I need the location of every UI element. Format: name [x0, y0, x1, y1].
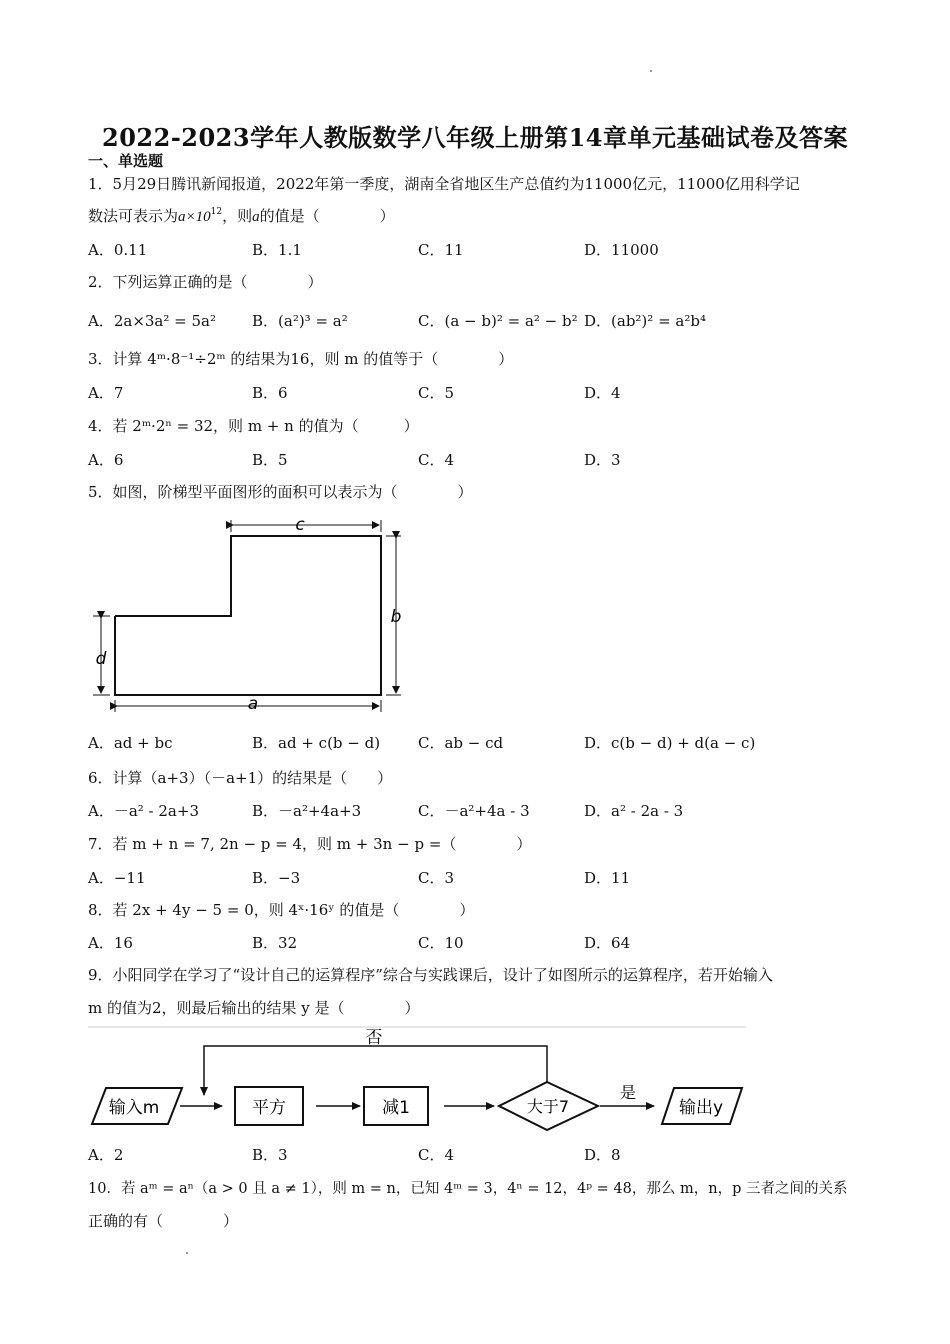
q5-stem: 5．如图，阶梯型平面图形的面积可以表示为（ ） — [88, 483, 473, 501]
q2-option-c: C．(a − b)² = a² − b² — [418, 312, 578, 330]
flow-input-label: 输入m — [108, 1098, 160, 1118]
q1-option-a: A．0.11 — [88, 241, 148, 259]
q6-stem: 6．计算（a+3）（－a+1）的结果是（ ） — [88, 769, 393, 787]
q3-option-a: A．7 — [88, 384, 124, 402]
flow-output-label: 输出y — [678, 1098, 724, 1118]
scan-dot — [186, 1252, 188, 1254]
q6-option-a: A．－a² - 2a+3 — [88, 802, 199, 820]
q1-text-c: 的值是（ ） — [259, 207, 395, 225]
q6-option-d: D．a² - 2a - 3 — [584, 802, 684, 820]
q5-option-b: B．ad + c(b − d) — [252, 734, 381, 752]
flow-condition-label: 大于7 — [526, 1097, 570, 1116]
q6-option-b: B．－a²+4a+3 — [252, 802, 362, 820]
q9-option-b: B．3 — [252, 1146, 288, 1164]
flow-no-label: 否 — [365, 1028, 383, 1048]
label-a: a — [247, 694, 259, 714]
scan-dot — [650, 70, 652, 72]
q10-stem-line2: 正确的有（ ） — [88, 1212, 239, 1230]
q9-stem-line2: m 的值为2，则最后输出的结果 y 是（ ） — [88, 999, 420, 1017]
flow-yes-label: 是 — [619, 1083, 637, 1102]
q9-option-d: D．8 — [584, 1146, 621, 1164]
q2-option-b: B．(a²)³ = a² — [252, 312, 348, 330]
q5-option-a: A．ad + bc — [88, 734, 173, 752]
q9-option-a: A．2 — [88, 1146, 124, 1164]
q5-option-d: D．c(b − d) + d(a − c) — [584, 734, 756, 752]
q4-option-d: D．3 — [584, 451, 621, 469]
q1-stem-line2 — [88, 205, 395, 226]
q7-option-b: B．−3 — [252, 869, 301, 887]
q1-option-c: C．11 — [418, 241, 464, 259]
q3-option-b: B．6 — [252, 384, 288, 402]
q1-text-b: ，则 — [222, 207, 253, 225]
q1-option-b: B．1.1 — [252, 241, 302, 259]
q1-exponent: 12 — [210, 207, 223, 217]
q1-option-d: D．11000 — [584, 241, 659, 259]
q1-stem-line1: 1．5月29日腾讯新闻报道，2022年第一季度，湖南全省地区生产总值约为11000亿元，11000亿用科学记 — [88, 175, 800, 193]
q8-option-d: D．64 — [584, 934, 631, 952]
flow-minus-label: 减1 — [382, 1098, 410, 1118]
q2-option-d: D．(ab²)² = a²b⁴ — [584, 312, 706, 330]
staircase-outline — [115, 536, 381, 695]
q6-option-c: C．－a²+4a - 3 — [418, 802, 530, 820]
label-d: d — [95, 649, 107, 669]
q1-text-a: 数法可表示为 — [88, 207, 179, 225]
q8-option-b: B．32 — [252, 934, 298, 952]
q3-option-c: C．5 — [418, 384, 455, 402]
label-b: b — [390, 607, 402, 627]
label-c: c — [295, 515, 305, 535]
q4-option-a: A．6 — [88, 451, 124, 469]
q1-math: a×10 — [178, 209, 211, 225]
q4-stem: 4．若 2ᵐ·2ⁿ = 32，则 m + n 的值为（ ） — [88, 417, 419, 435]
q10-stem-line1: 10．若 aᵐ = aⁿ（a > 0 且 a ≠ 1），则 m = n，已知 4ᵐ = 3，4ⁿ = 12，4ᵖ = 48，那么 m，n，p 三者之间的关系 — [88, 1181, 848, 1197]
q7-option-d: D．11 — [584, 869, 631, 887]
q7-option-a: A．−11 — [88, 869, 146, 887]
q4-option-b: B．5 — [252, 451, 288, 469]
q2-option-a: A．2a×3a² = 5a² — [88, 312, 216, 330]
q9-option-c: C．4 — [418, 1146, 455, 1164]
q1-var: a — [252, 209, 260, 225]
q4-option-c: C．4 — [418, 451, 455, 469]
flowchart-figure — [88, 1024, 748, 1136]
q7-option-c: C．3 — [418, 869, 455, 887]
flow-square-label: 平方 — [252, 1098, 286, 1118]
q5-option-c: C．ab − cd — [418, 734, 504, 752]
q3-stem: 3．计算 4ᵐ·8⁻¹÷2ᵐ 的结果为16，则 m 的值等于（ ） — [88, 350, 514, 368]
q8-option-a: A．16 — [88, 934, 133, 952]
q2-stem: 2．下列运算正确的是（ ） — [88, 273, 323, 291]
q9-stem-line1: 9．小阳同学在学习了“设计自己的运算程序”综合与实践课后，设计了如图所示的运算程序，若开始输入 — [88, 966, 773, 984]
q7-stem: 7．若 m + n = 7, 2n − p = 4，则 m + 3n − p =（ ） — [88, 835, 532, 853]
q8-stem: 8．若 2x + 4y − 5 = 0，则 4ˣ·16ʸ 的值是（ ） — [88, 901, 475, 919]
q8-option-c: C．10 — [418, 934, 464, 952]
page-title: 2022-2023学年人教版数学八年级上册第14章单元基础试卷及答案 — [102, 123, 848, 152]
q3-option-d: D．4 — [584, 384, 621, 402]
staircase-figure — [88, 512, 418, 718]
section-heading: 一、单选题 — [88, 152, 164, 170]
